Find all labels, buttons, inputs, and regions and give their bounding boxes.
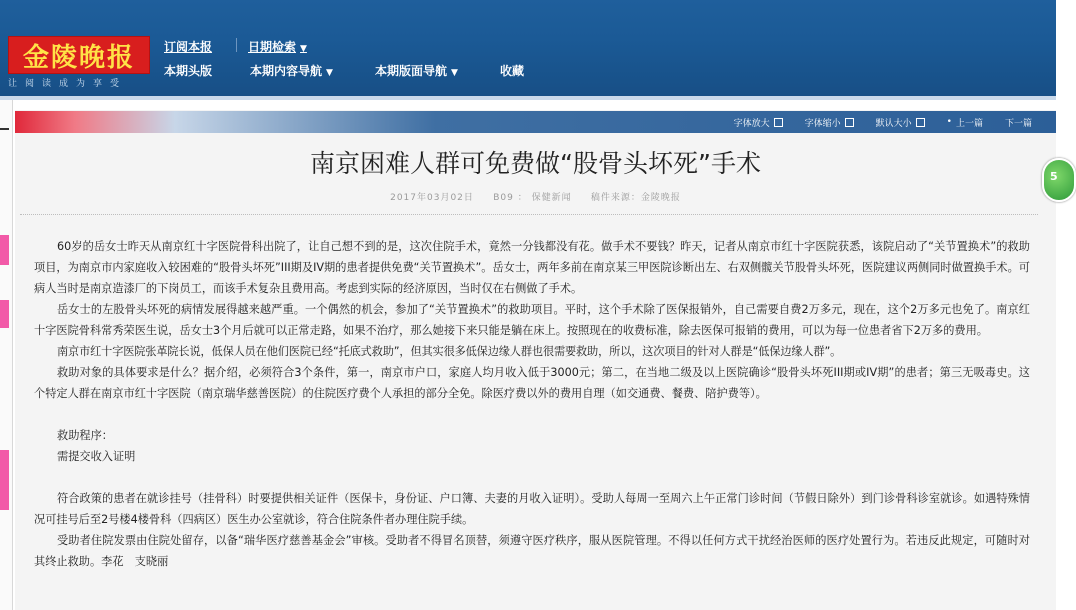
article-page: B09 ： 保健新闻 (493, 193, 572, 203)
prev-article-link[interactable] (947, 114, 983, 130)
article-paragraph: 救助对象的具体要求是什么？据介绍，必须符合3个条件，第一，南京市户口，家庭人均月收入低于3000元；第二，在当地二级及以上医院确诊“股骨头坏死III期或IV期”的患者；第三无吸毒史。这个特定人群在南京市红十字医院（南京瑞华慈善医院）的住院医疗费个人承担的部分全免。除医疗费以外的费用自理（如交通费、餐费、陪护费等）。 (34, 366, 1030, 400)
strip-mark (0, 128, 9, 130)
floating-badge[interactable] (1042, 158, 1076, 202)
font-smaller-button[interactable] (805, 114, 854, 130)
square-icon (916, 118, 925, 127)
article-date: 2017年03月02日 (390, 193, 474, 203)
font-smaller-label: 字体缩小 (804, 118, 841, 129)
blank-line (34, 467, 1030, 488)
plus-icon (774, 118, 783, 127)
article-paragraph: 需提交收入证明 (57, 450, 136, 463)
font-bigger-label: 字体放大 (733, 118, 770, 129)
article-paragraph: 60岁的岳女士昨天从南京红十字医院骨科出院了，让自己想不到的是，这次住院手术，竟然一分钱都没有花。做手术不要钱？昨天，记者从南京市红十字医院获悉，该院启动了“关节置换术”的救助项目，为南京市内家庭收入较困难的“股骨头坏死”III期及IV期的患者提供免费“关节置换术”。岳女士，两年多前在南京某三甲医院诊断出左、右双侧髋关节股骨头坏死，医院建议两侧同时做置换手术。可病人当时是南京造漆厂的下岗员工，而该手术复杂且费用高。考虑到实际的经济原因，当时仅在右侧做了手术。 (34, 240, 1030, 295)
nav-subscribe[interactable]: 订阅本报 (164, 40, 213, 54)
article-paragraph: 救助程序： (57, 429, 113, 442)
bullet-icon: • (946, 117, 952, 127)
nav-date-search-label: 日期检索 (248, 40, 297, 54)
font-bigger-button[interactable] (734, 114, 783, 130)
article-paragraph: 受助者住院发票由住院处留存，以备“瑞华医疗慈善基金会”审核。受助者不得冒名顶替，须遵守医疗秩序，服从医院管理。不得以任何方式干扰经治医师的医疗处置行为。若违反此规定，可随时对其终止救助。李花 支晓丽 (34, 534, 1030, 568)
article-source: 稿件来源：金陵晚报 (590, 193, 681, 203)
chevron-down-icon: ▼ (451, 68, 458, 78)
left-edge-strip (0, 100, 13, 610)
prev-label: 上一篇 (955, 118, 983, 129)
nav-date-search[interactable] (248, 38, 307, 55)
chevron-down-icon: ▼ (326, 68, 333, 78)
site-header (0, 0, 1056, 100)
blank-line (34, 404, 1030, 425)
meta-divider (20, 214, 1038, 216)
nav-layout-guide-label: 本期版面导航 (375, 64, 448, 78)
article-toolbar (734, 114, 1032, 130)
article-paragraph: 岳女士的左股骨头坏死的病情发展得越来越严重。一个偶然的机会，参加了“关节置换术”的救助项目。平时，这个手术除了医保报销外，自己需要自费2万多元，现在，这个2万多元也免了。南京红十字医院骨科常秀荣医生说，岳女士3个月后就可以正常走路，如果不治疗，那么她接下来只能是躺在床上。按照现在的收费标准，除去医保可报销的费用，可以为每一位患者省下2万多的费用。 (34, 303, 1030, 337)
article-paragraph: 符合政策的患者在就诊挂号（挂骨科）时要提供相关证件（医保卡，身份证、户口簿、夫妻的月收入证明）。受助人每周一至周六上午正常门诊时间（节假日除外）到门诊骨科诊室就诊。如遇特殊情况可挂号后至2号楼4楼骨科（四病区）医生办公室就诊，符合住院条件者办理住院手续。 (34, 492, 1030, 526)
nav-content-guide-label: 本期内容导航 (250, 64, 323, 78)
site-logo[interactable] (8, 36, 150, 74)
article-meta (15, 190, 1056, 203)
article-body (34, 236, 1030, 572)
nav-front-page[interactable]: 本期头版 (164, 64, 213, 78)
article-paragraph: 南京市红十字医院张革院长说，低保人员在他们医院已经“托底式救助”，但其实很多低保边缘人群也很需要救助，所以，这次项目的针对人群是“低保边缘人群”。 (57, 345, 842, 358)
minus-icon (845, 118, 854, 127)
nav-content-guide[interactable] (250, 62, 333, 79)
strip-thumb (0, 450, 9, 510)
chevron-down-icon: ▼ (300, 44, 307, 54)
strip-thumb (0, 300, 9, 328)
nav-favorites[interactable]: 收藏 (500, 64, 525, 78)
logo-text: 金陵晚报 (22, 42, 135, 73)
article-title: 南京困难人群可免费做“股骨头坏死”手术 (310, 149, 761, 178)
font-default-button[interactable] (876, 114, 925, 130)
badge-number: 5 (1050, 170, 1058, 183)
logo-slogan: 让阅读成为享受 (8, 79, 128, 89)
next-article-link[interactable] (1005, 114, 1032, 130)
font-default-label: 默认大小 (875, 118, 912, 129)
next-label: 下一篇 (1004, 118, 1032, 129)
nav-layout-guide[interactable] (375, 62, 458, 79)
nav-divider (236, 38, 237, 52)
strip-thumb (0, 235, 9, 265)
